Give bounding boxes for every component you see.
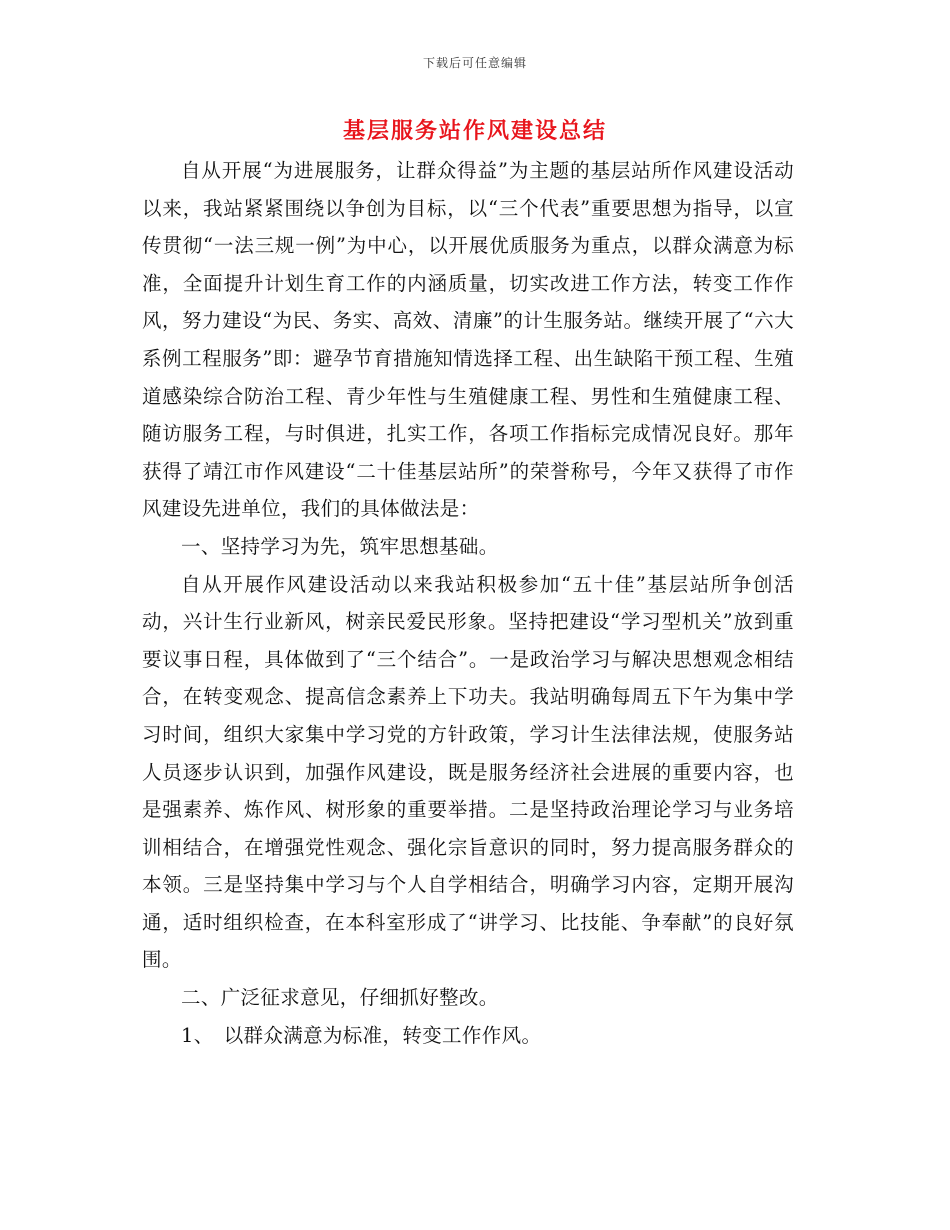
section-heading-2: 二、广泛征求意见，仔细抓好整改。 (181, 986, 499, 1010)
paragraph-intro: 自从开展“为进展服务，让群众得益”为主题的基层站所作风建设活动以来，我站紧紧围绕以争创为目标，以“三个代表”重要思想为指导，以宣传贯彻“一法三规一例”为中心，以开展优质服务为重点，以群众满意为标准，全面提升计划生育工作的内涵质量，切实改进工作方法，转变工作作风，努力建设“为民、务实、高效、清廉”的计生服务站。继续开展了“六大系例工程服务”即：避孕节育措施知情选择工程、出生缺陷干预工程、生殖道感染综合防治工程、青少年性与生殖健康工程、男性和生殖健康工程、随访服务工程，与时俱进，扎实工作，各项工作指标完成情况良好。那年获得了靖江市作风建设“二十佳基层站所”的荣誉称号，今年又获得了市作风建设先进单位，我们的具体做法是： (142, 159, 794, 521)
list-item-1: 1、 以群众满意为标准，转变工作作风。 (181, 1023, 542, 1047)
paragraph-section-1: 自从开展作风建设活动以来我站积极参加“五十佳”基层站所争创活动，兴计生行业新风，树亲民爱民形象。坚持把建设“学习型机关”放到重要议事日程，具体做到了“三个结合”。一是政治学习与解决思想观念相结合，在转变观念、提高信念素养上下功夫。我站明确每周五下午为集中学习时间，组织大家集中学习党的方针政策，学习计生法律法规，使服务站人员逐步认识到，加强作风建设，既是服务经济社会进展的重要内容，也是强素养、炼作风、树形象的重要举措。二是坚持政治理论学习与业务培训相结合，在增强党性观念、强化宗旨意识的同时，努力提高服务群众的本领。三是坚持集中学习与个人自学相结合，明确学习内容，定期开展沟通，适时组织检查，在本科室形成了“讲学习、比技能、争奉献”的良好氛围。 (142, 572, 794, 972)
document-body (142, 152, 794, 1054)
section-heading-1: 一、坚持学习为先，筑牢思想基础。 (181, 534, 499, 558)
header-note: 下载后可任意编辑 (422, 56, 527, 70)
document-title: 基层服务站作风建设总结 (342, 118, 607, 144)
